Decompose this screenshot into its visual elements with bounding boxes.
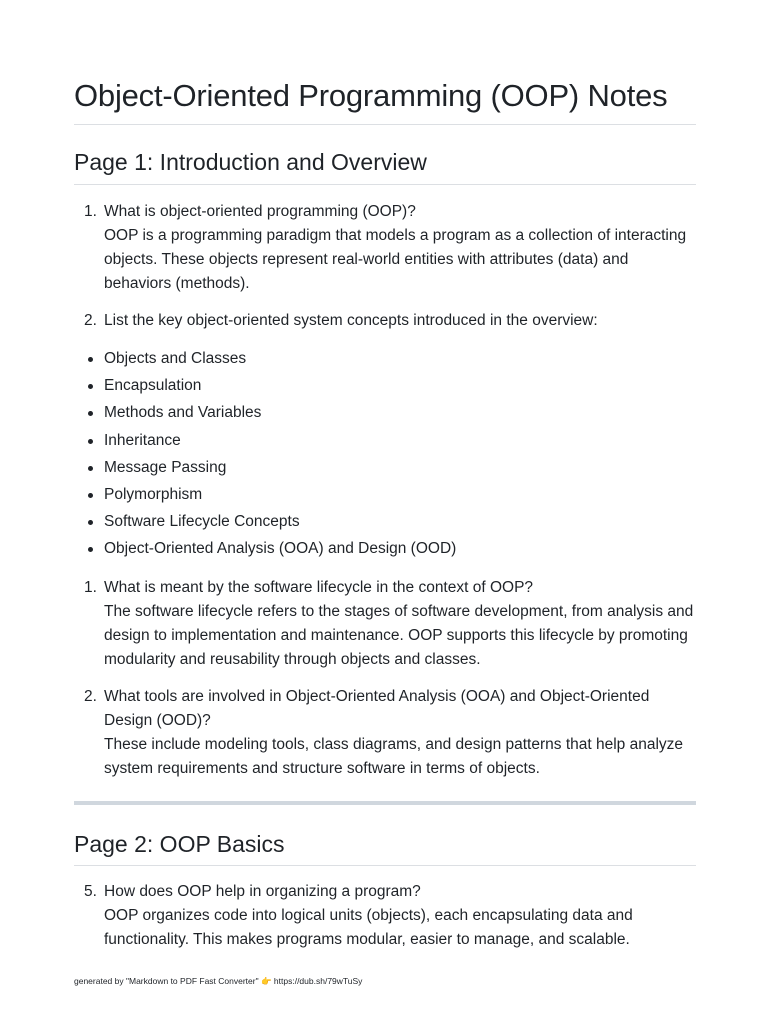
list-item: Encapsulation <box>74 374 696 401</box>
section-1-heading: Page 1: Introduction and Overview <box>74 149 427 175</box>
question-text: List the key object-oriented system concepts introduced in the overview: <box>104 312 598 329</box>
question-number: 2. <box>84 312 97 329</box>
page-break-divider <box>74 801 696 805</box>
bullet-icon <box>88 357 93 362</box>
question-1 <box>74 200 696 296</box>
list-item: Objects and Classes <box>74 347 696 374</box>
question-number: 5. <box>84 883 97 900</box>
question-text: How does OOP help in organizing a program? <box>104 883 421 900</box>
section-1-divider <box>74 184 696 185</box>
section-2-divider <box>74 865 696 866</box>
list-item: Inheritance <box>74 429 696 456</box>
question-text: What tools are involved in Object-Oriented Analysis (OOA) and Object-Oriented Design (OOD)? <box>104 688 650 729</box>
footer-note: generated by "Markdown to PDF Fast Converter" 👉 https://dub.sh/79wTuSy <box>74 976 363 986</box>
question-3 <box>74 576 696 672</box>
bullet-icon <box>88 411 93 416</box>
list-item: Polymorphism <box>74 483 696 510</box>
list-item: Message Passing <box>74 456 696 483</box>
bullet-icon <box>88 384 93 389</box>
question-number: 2. <box>84 688 97 705</box>
answer-text: OOP organizes code into logical units (objects), each encapsulating data and functionality. This makes programs modular, easier to manage, and scalable. <box>104 907 633 948</box>
answer-text: The software lifecycle refers to the stages of software development, from analysis and design to implementation and maintenance. OOP supports this lifecycle by promoting modularity and reusability through objects and classes. <box>104 603 694 668</box>
section-2-heading: Page 2: OOP Basics <box>74 831 285 857</box>
question-text: What is object-oriented programming (OOP)? <box>104 203 416 220</box>
question-number: 1. <box>84 579 97 596</box>
list-item: Methods and Variables <box>74 401 696 428</box>
concepts-list <box>74 347 696 565</box>
answer-text: These include modeling tools, class diagrams, and design patterns that help analyze system requirements and structure software in terms of objects. <box>104 736 684 777</box>
bullet-icon <box>88 493 93 498</box>
question-number: 1. <box>84 203 97 220</box>
question-4 <box>74 685 696 781</box>
question-5 <box>74 880 696 952</box>
question-2 <box>74 309 696 333</box>
bullet-icon <box>88 466 93 471</box>
list-item: Software Lifecycle Concepts <box>74 510 696 537</box>
document-title: Object-Oriented Programming (OOP) Notes <box>74 78 668 113</box>
question-text: What is meant by the software lifecycle in the context of OOP? <box>104 579 534 596</box>
bullet-icon <box>88 547 93 552</box>
answer-text: OOP is a programming paradigm that models a program as a collection of interacting objects. These objects represent real-world entities with attributes (data) and behaviors (methods). <box>104 227 687 292</box>
title-divider <box>74 124 696 125</box>
bullet-icon <box>88 439 93 444</box>
bullet-icon <box>88 520 93 525</box>
list-item: Object-Oriented Analysis (OOA) and Design (OOD) <box>74 537 696 564</box>
